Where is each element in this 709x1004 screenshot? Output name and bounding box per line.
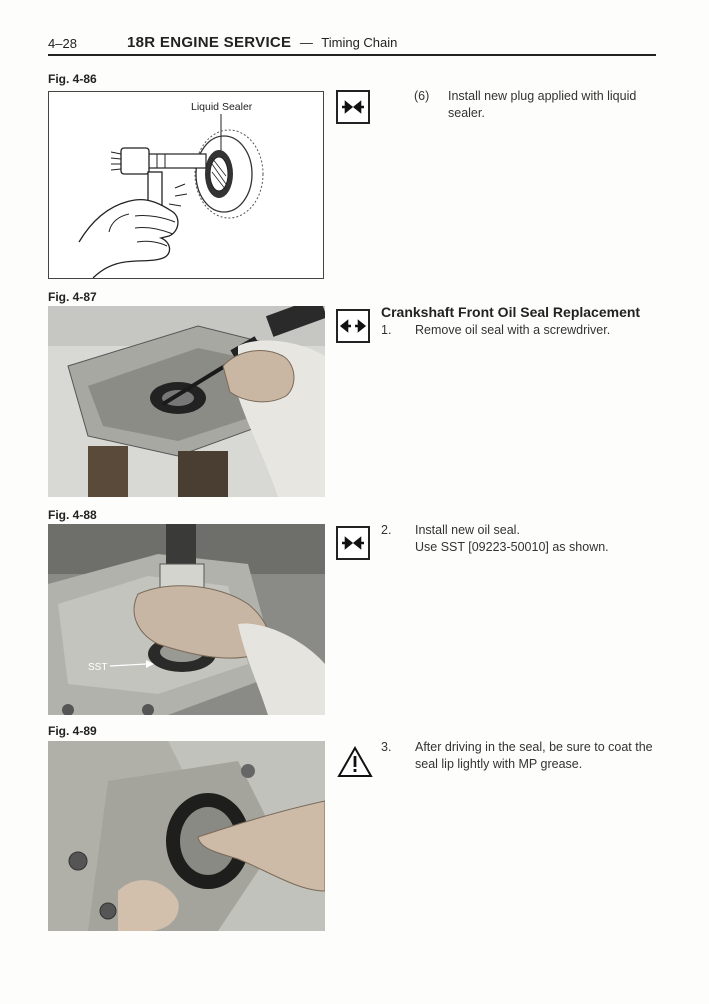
step-2 [381, 522, 671, 558]
step-1 [381, 322, 671, 342]
step-number: 1. [381, 323, 392, 337]
step-text: Remove oil seal with a screwdriver. [415, 323, 611, 337]
section-heading: 18R ENGINE SERVICE [127, 34, 292, 51]
liquid-sealer-callout: Liquid Sealer [191, 101, 253, 113]
step-text-line: After driving in the seal, be sure to coat the [415, 740, 653, 754]
step-text [415, 739, 653, 773]
step-6 [414, 88, 664, 124]
page-title [127, 34, 397, 51]
page-header [48, 30, 656, 56]
figure-label: Fig. 4-88 [48, 508, 97, 522]
section-title: Crankshaft Front Oil Seal Replacement [381, 304, 641, 320]
header-rule [48, 54, 656, 56]
figure-4-86-illustration [48, 91, 324, 279]
sst-callout: SST [88, 662, 108, 673]
caution-triangle-icon [337, 746, 373, 778]
step-3 [381, 739, 681, 775]
step-text-line: sealer. [448, 106, 485, 120]
figure-label: Fig. 4-89 [48, 724, 97, 738]
remove-arrows-icon [336, 309, 370, 343]
step-number: 3. [381, 740, 392, 754]
page-number: 4–28 [48, 36, 77, 51]
step-number: 2. [381, 523, 392, 537]
step-text-line: Use SST [09223-50010] as shown. [415, 540, 609, 554]
step-text-line: seal lip lightly with MP grease. [415, 757, 583, 771]
figure-4-88-photo [48, 524, 325, 715]
title-separator: — [299, 35, 313, 50]
step-text-line: Install new oil seal. [415, 523, 520, 537]
page-subtitle: Timing Chain [321, 35, 398, 50]
install-arrows-icon [336, 526, 370, 560]
figure-label: Fig. 4-86 [48, 72, 97, 86]
figure-label: Fig. 4-87 [48, 290, 97, 304]
step-number: (6) [414, 89, 430, 103]
step-text-line: Install new plug applied with liquid [448, 89, 637, 103]
install-arrows-icon [336, 90, 370, 124]
figure-4-89-photo [48, 741, 325, 931]
step-text [415, 522, 609, 556]
figure-4-87-photo [48, 306, 325, 497]
step-text [448, 88, 636, 122]
